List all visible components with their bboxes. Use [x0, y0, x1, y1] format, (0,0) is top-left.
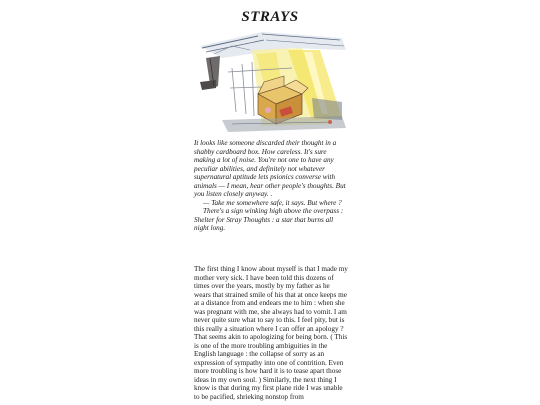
intro-paragraph: There's a sign winking high above the overpass : Shelter for Stray Thoughts : a star that burns all night long.: [194, 207, 344, 232]
story-title: STRAYS: [241, 9, 299, 25]
intro-paragraph: It looks like someone discarded their thought in a shabby cardboard box. How careless. It's sure making a lot of noise. You're not one to have any peculiar abilities, and definitely not whatever supernatural aptitude lets psionics converse with animals — I mean, hear other people's thoughts. But you listen closely anyway. .: [194, 139, 346, 198]
intro-passage: [194, 139, 348, 233]
pillar-shape: [200, 56, 220, 90]
body-paragraph: The first thing I know about myself is that I made my mother very sick. I have been told this dozens of times over the years, mostly by my father as he wears that strained smile of his that at once keeps me at a distance from and endears me to him : when she was pregnant with me, she always had to vomit. I am never quite sure what to say to this. I feel pity, but is this really a situation where I can offer an apology ? That seems akin to apologizing for being born. ( This is one of the more troubling ambiguities in the English language : the collapse of sorry as an expression of sympathy into one of contrition. Even more troubling is how hard it is to tease apart those ideas in my own soul. ) Similarly, the next thing I know is that during my first plane ride I was unable to be pacified, shrieking nonstop from: [194, 265, 348, 401]
intro-paragraph: — Take me somewhere safe, it says. But where ?: [203, 198, 342, 207]
box-under-overpass-illustration: [192, 28, 350, 134]
body-passage: [194, 265, 348, 401]
